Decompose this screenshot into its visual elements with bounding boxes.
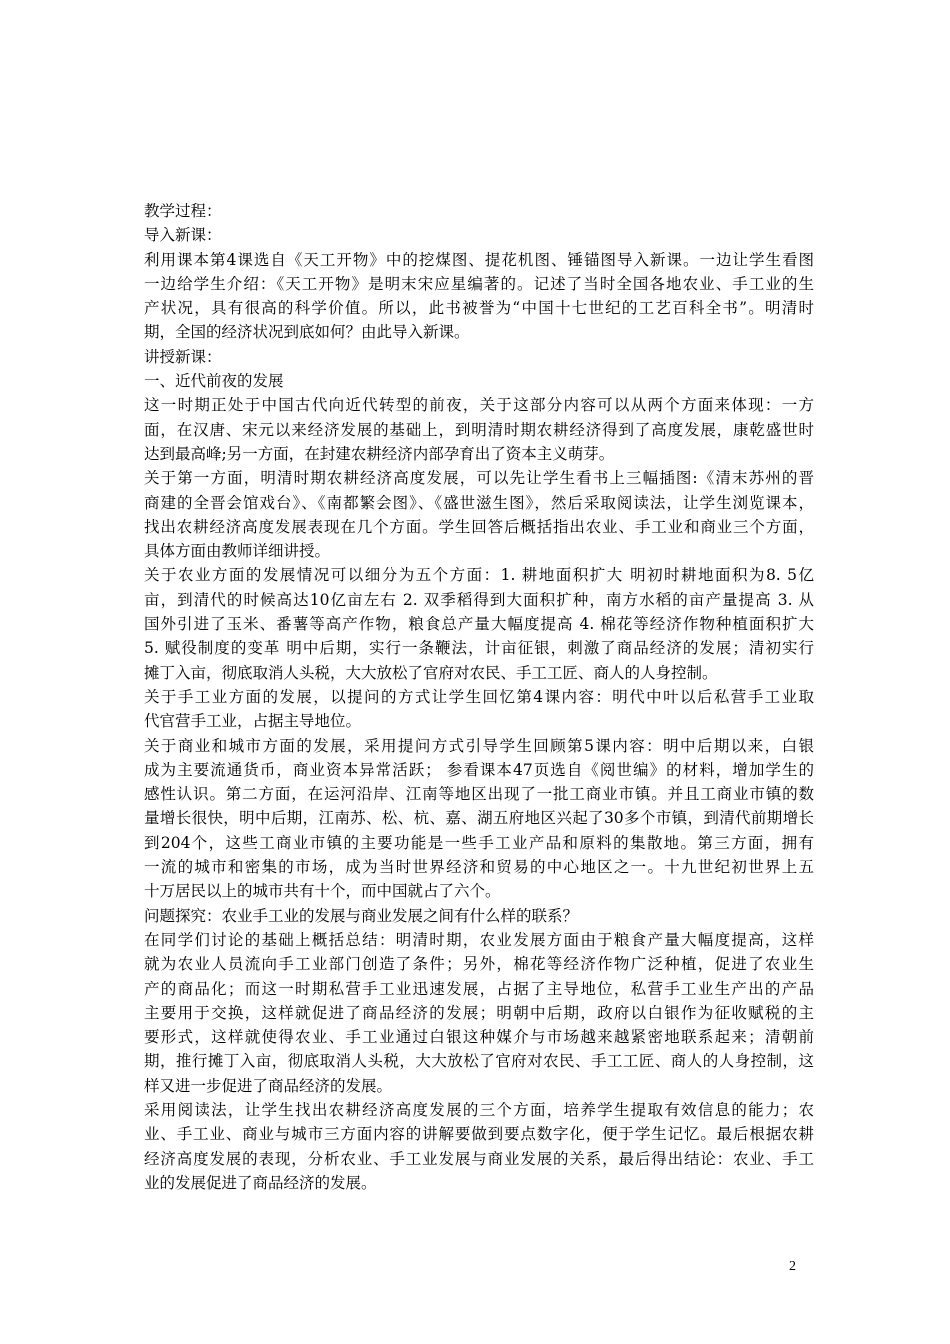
text-line: 关于农业方面的发展情况可以细分为五个方面：1. 耕地面积扩大 明初时耕地面积为8. 5亿 <box>144 566 814 585</box>
text-line: 关于手工业方面的发展，以提问的方式让学生回忆第4课内容：明代中叶以后私营手工业取 <box>144 687 814 706</box>
text-line: 国外引进了玉米、番薯等高产作物，粮食总产量大幅度提高 4. 棉花等经济作物种植面积扩大 <box>144 615 814 634</box>
text-line: 摊丁入亩，彻底取消人头税，大大放松了官府对农民、手工工匠、商人的人身控制。 <box>144 663 718 682</box>
text-line: 感性认识。第二方面，在运河沿岸、江南等地区出现了一批工商业市镇。并且工商业市镇的数 <box>144 785 814 804</box>
text-line: 业的发展促进了商品经济的发展。 <box>144 1173 377 1192</box>
text-line: 期，全国的经济状况到底如何？由此导入新课。 <box>144 323 470 342</box>
text-line: 一流的城市和密集的市场，成为当时世界经济和贸易的中心地区之一。十九世纪初世界上五 <box>144 858 814 877</box>
text-line: 达到最高峰;另一方面，在封建农耕经济内部孕育出了资本主义萌芽。 <box>144 444 615 463</box>
text-line: 成为主要流通货币，商业资本异常活跃； 参看课本47页选自《阅世编》的材料，增加学生的 <box>144 760 814 779</box>
text-line: 教学过程： <box>144 202 222 220</box>
text-line: 利用课本第4课选自《天工开物》中的挖煤图、提花机图、锤锚图导入新课。一边让学生看图 <box>144 250 814 269</box>
text-line: 关于第一方面，明清时期农耕经济高度发展，可以先让学生看书上三幅插图:《清末苏州的晋 <box>144 469 814 488</box>
text-line: 十万居民以上的城市共有十个，而中国就占了六个。 <box>144 882 501 901</box>
text-line: 产的商品化；而这一时期私营手工业迅速发展，占据了主导地位，私营手工业生产出的产品 <box>144 979 814 998</box>
text-line: 就为农业人员流向手工业部门创造了条件；另外，棉花等经济作物广泛种植，促进了农业生 <box>144 955 814 974</box>
text-line: 找出农耕经济高度发展表现在几个方面。学生回答后概括指出农业、手工业和商业三个方面， <box>144 517 814 536</box>
text-line: 样又进一步促进了商品经济的发展。 <box>144 1076 393 1095</box>
text-line: 具体方面由教师详细讲授。 <box>144 542 331 561</box>
text-line: 这一时期正处于中国古代向近代转型的前夜，关于这部分内容可以从两个方面来体现：一方 <box>144 396 814 415</box>
text-line: 5. 赋役制度的变革 明中后期，实行一条鞭法，计亩征银，刺激了商品经济的发展；清初实行 <box>144 639 814 658</box>
text-line: 量增长很快，明中后期，江南苏、松、杭、嘉、湖五府地区兴起了30多个市镇，到清代前期增长 <box>144 809 814 828</box>
text-line: 主要用于交换，这样就促进了商品经济的发展；明朝中后期，政府以白银作为征收赋税的主 <box>144 1003 814 1022</box>
text-line: 导入新课： <box>144 226 222 245</box>
text-line: 亩，到清代的时候高达10亿亩左右 2. 双季稻得到大面积扩种，南方水稻的亩产量提高 3. 从 <box>144 590 814 609</box>
text-line: 在同学们讨论的基础上概括总结：明清时期，农业发展方面由于粮食产量大幅度提高，这样 <box>144 930 814 949</box>
text-line: 代官营手工业，占据主导地位。 <box>144 712 362 731</box>
page-number: 2 <box>789 1259 796 1274</box>
text-line: 面，在汉唐、宋元以来经济发展的基础上，到明清时期农耕经济得到了高度发展，康乾盛世时 <box>144 420 814 439</box>
text-line: 讲授新课： <box>144 347 222 366</box>
text-line: 到204个，这些工商业市镇的主要功能是一些手工业产品和原料的集散地。第三方面，拥有 <box>144 833 814 852</box>
text-line: 关于商业和城市方面的发展，采用提问方式引导学生回顾第5课内容：明中后期以来，白银 <box>144 736 814 755</box>
text-line: 期，推行摊丁入亩，彻底取消人头税，大大放松了官府对农民、手工工匠、商人的人身控制，这 <box>144 1052 814 1071</box>
text-line: 一、近代前夜的发展 <box>144 372 284 391</box>
text-line: 产状况，具有很高的科学价值。所以，此书被誉为“中国十七世纪的工艺百科全书”。明清时 <box>144 299 814 318</box>
text-line: 商建的全晋会馆戏台》、《南都繁会图》、《盛世滋生图》，然后采取阅读法，让学生浏览课本， <box>144 493 814 512</box>
text-line: 要形式，这样就使得农业、手工业通过白银这种媒介与市场越来越紧密地联系起来；清朝前 <box>144 1028 814 1047</box>
text-line: 业、手工业、商业与城市三方面内容的讲解要做到要点数字化，便于学生记忆。最后根据农耕 <box>144 1125 814 1144</box>
text-line: 问题探究：农业手工业的发展与商业发展之间有什么样的联系？ <box>144 906 579 925</box>
text-line: 经济高度发展的表现，分析农业、手工业发展与商业发展的关系，最后得出结论：农业、手工 <box>144 1149 814 1168</box>
text-line: 采用阅读法，让学生找出农耕经济高度发展的三个方面，培养学生提取有效信息的能力；农 <box>144 1100 814 1119</box>
lesson-text-body <box>144 199 814 1195</box>
text-line: 一边给学生介绍：《天工开物》是明末宋应星编著的。记述了当时全国各地农业、手工业的生 <box>144 274 814 293</box>
